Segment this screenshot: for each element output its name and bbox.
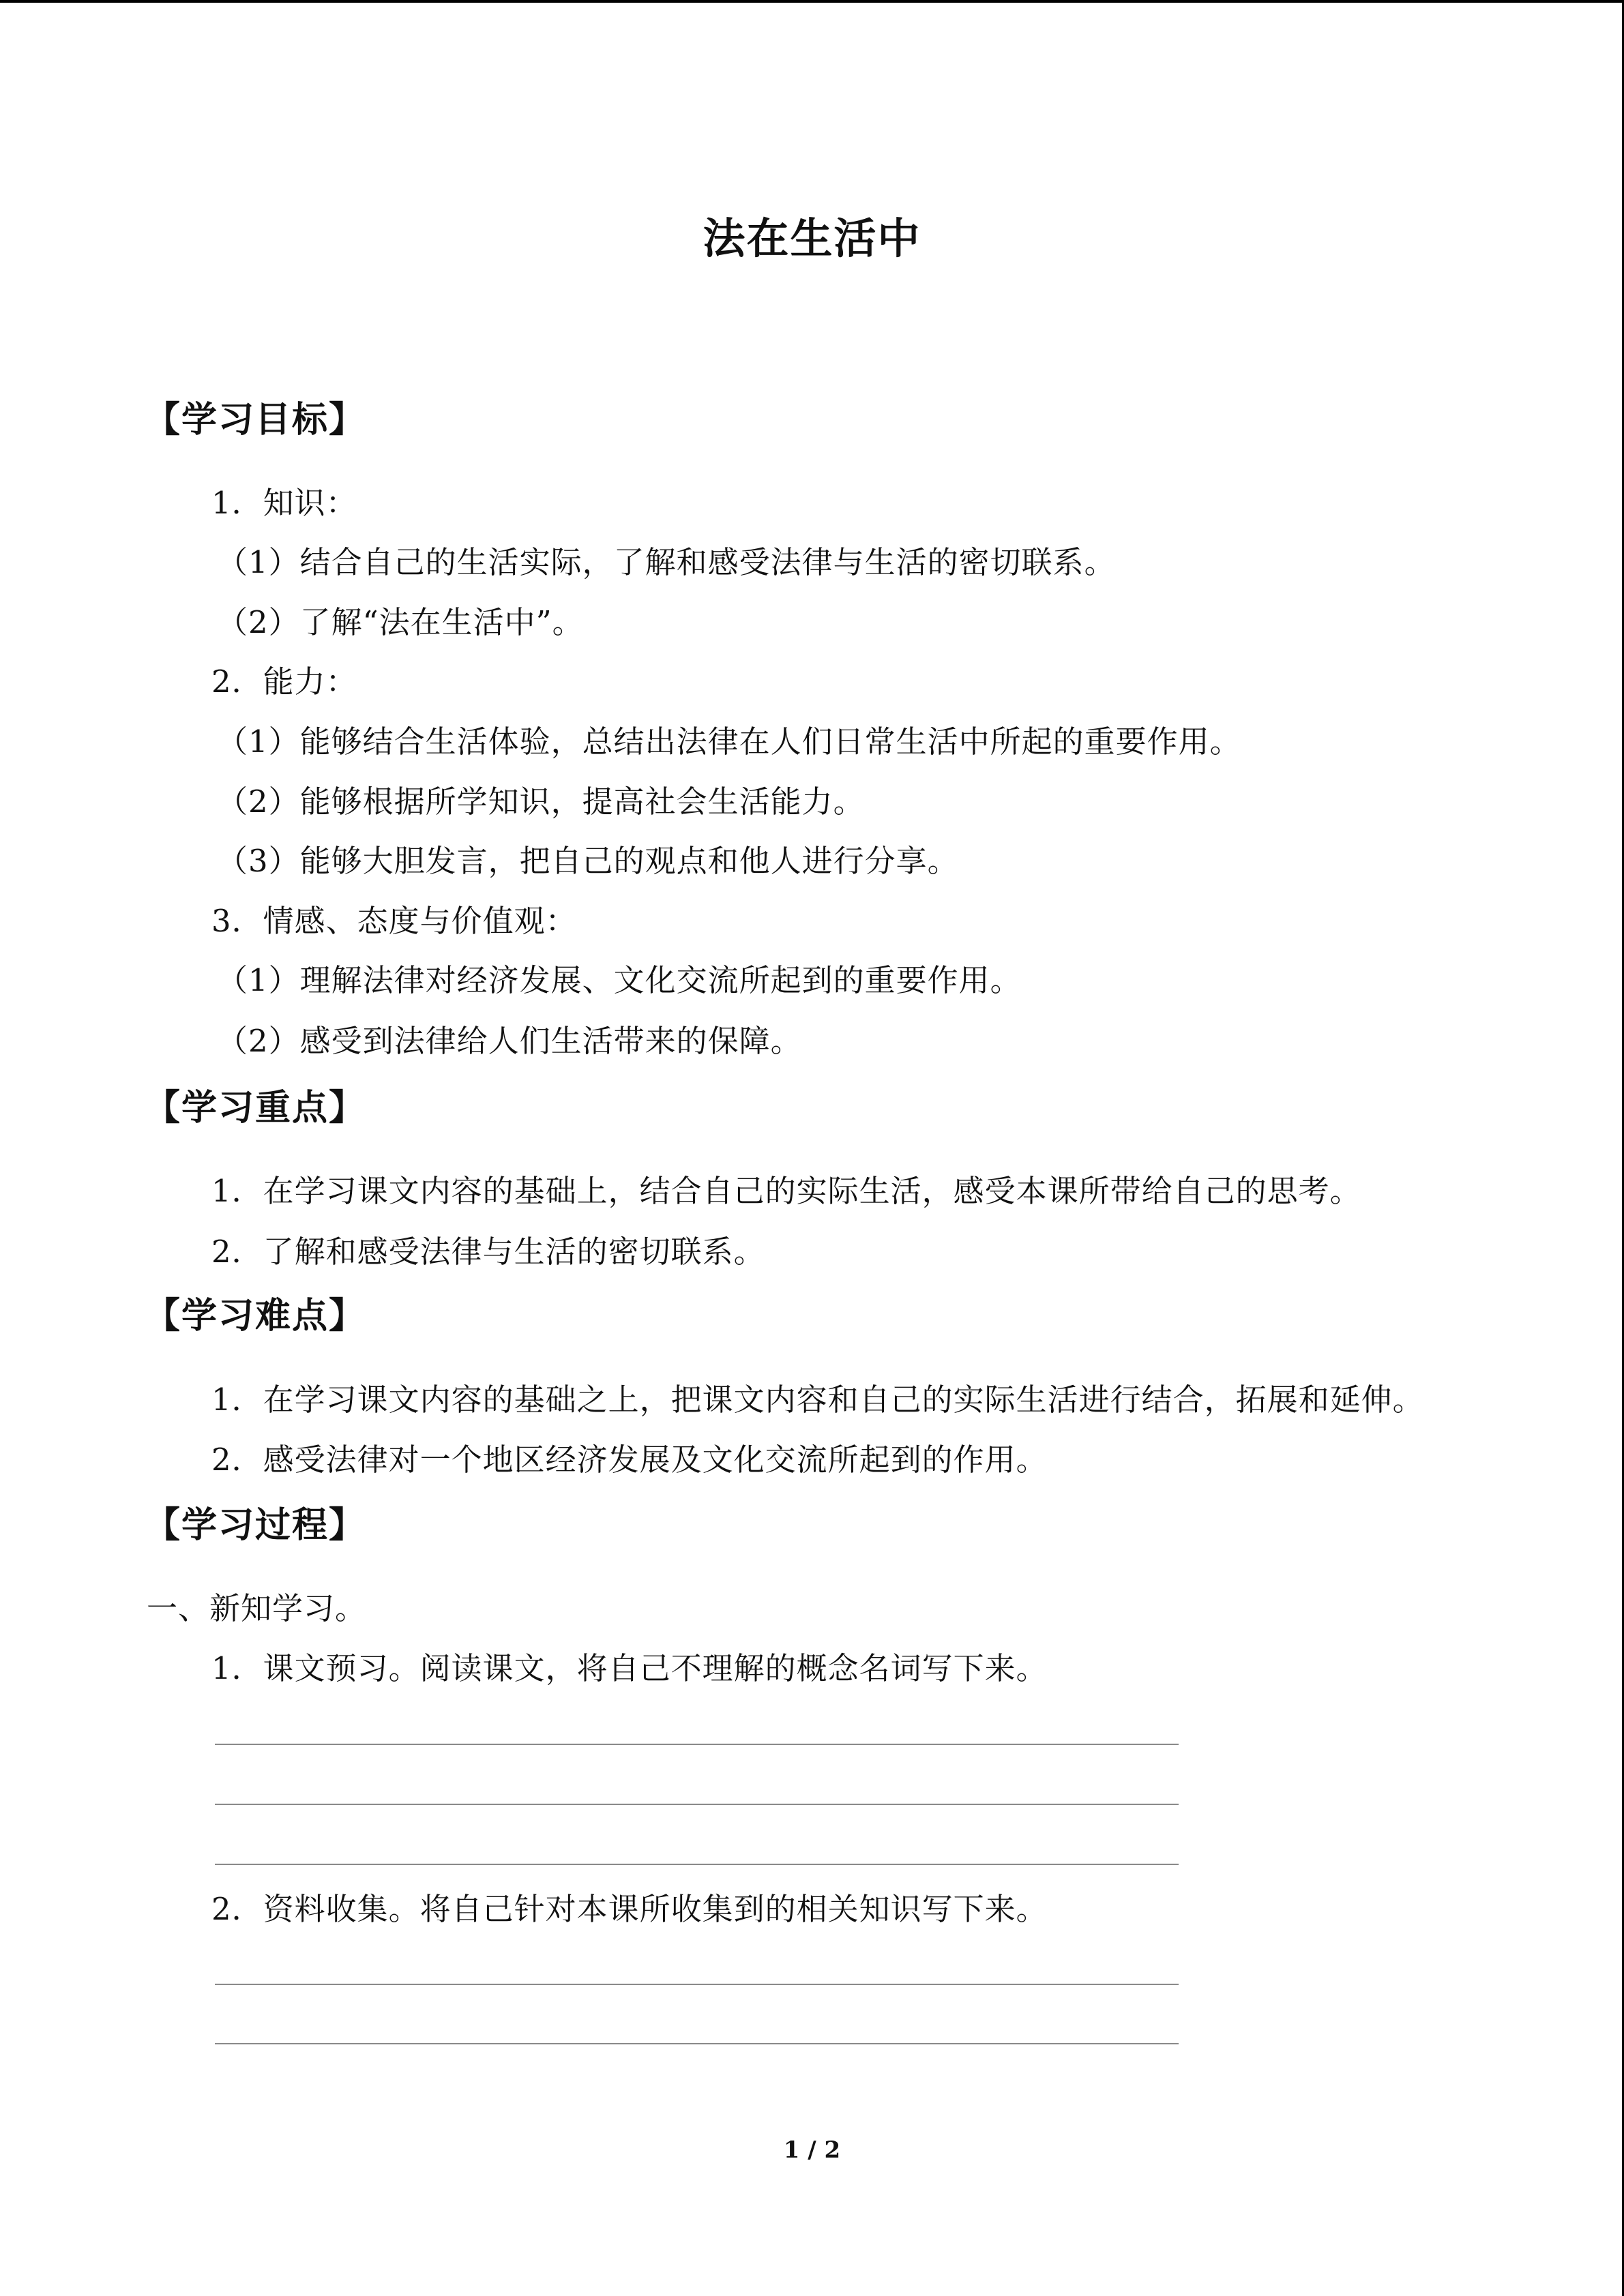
objective-item: （1）结合自己的生活实际，了解和感受法律与生活的密切联系。 (217, 544, 1116, 580)
process-part-title: 一、新知学习。 (147, 1590, 367, 1626)
task-item-preview: 1．课文预习。阅读课文，将自己不理解的概念名词写下来。 (211, 1650, 1048, 1686)
objective-item: （1）能够结合生活体验，总结出法律在人们日常生活中所起的重要作用。 (217, 724, 1241, 760)
objective-item: 2．能力： (211, 664, 357, 700)
objective-item: （3）能够大胆发言，把自己的观点和他人进行分享。 (217, 843, 959, 879)
objective-item: 3．情感、态度与价值观： (211, 903, 577, 939)
objective-item: 1．知识： (211, 485, 357, 521)
section-heading-key-points: 【学习重点】 (145, 1087, 366, 1129)
section-heading-difficulties: 【学习难点】 (145, 1295, 366, 1337)
answer-line[interactable] (215, 1984, 1179, 1985)
answer-line[interactable] (215, 1804, 1179, 1805)
answer-line[interactable] (215, 2043, 1179, 2044)
section-heading-objectives: 【学习目标】 (145, 399, 366, 441)
task-item-collection: 2．资料收集。将自己针对本课所收集到的相关知识写下来。 (211, 1891, 1048, 1927)
answer-line[interactable] (215, 1864, 1179, 1865)
page-number: 1 / 2 (783, 2136, 841, 2164)
objective-item: （2）能够根据所学知识，提高社会生活能力。 (217, 784, 865, 820)
answer-line[interactable] (215, 1744, 1179, 1745)
page-border-top (0, 0, 1624, 3)
objective-item: （1）理解法律对经济发展、文化交流所起到的重要作用。 (217, 962, 1022, 998)
difficulty-item: 1．在学习课文内容的基础之上，把课文内容和自己的实际生活进行结合，拓展和延伸。 (211, 1382, 1424, 1418)
section-heading-process: 【学习过程】 (145, 1504, 366, 1546)
page-title: 法在生活中 (703, 213, 921, 263)
objective-item: （2）了解“法在生活中”。 (217, 604, 584, 640)
key-point-item: 2．了解和感受法律与生活的密切联系。 (211, 1234, 765, 1270)
objective-item: （2）感受到法律给人们生活带来的保障。 (217, 1023, 802, 1059)
difficulty-item: 2．感受法律对一个地区经济发展及文化交流所起到的作用。 (211, 1442, 1048, 1478)
key-point-item: 1．在学习课文内容的基础上，结合自己的实际生活，感受本课所带给自己的思考。 (211, 1173, 1361, 1209)
